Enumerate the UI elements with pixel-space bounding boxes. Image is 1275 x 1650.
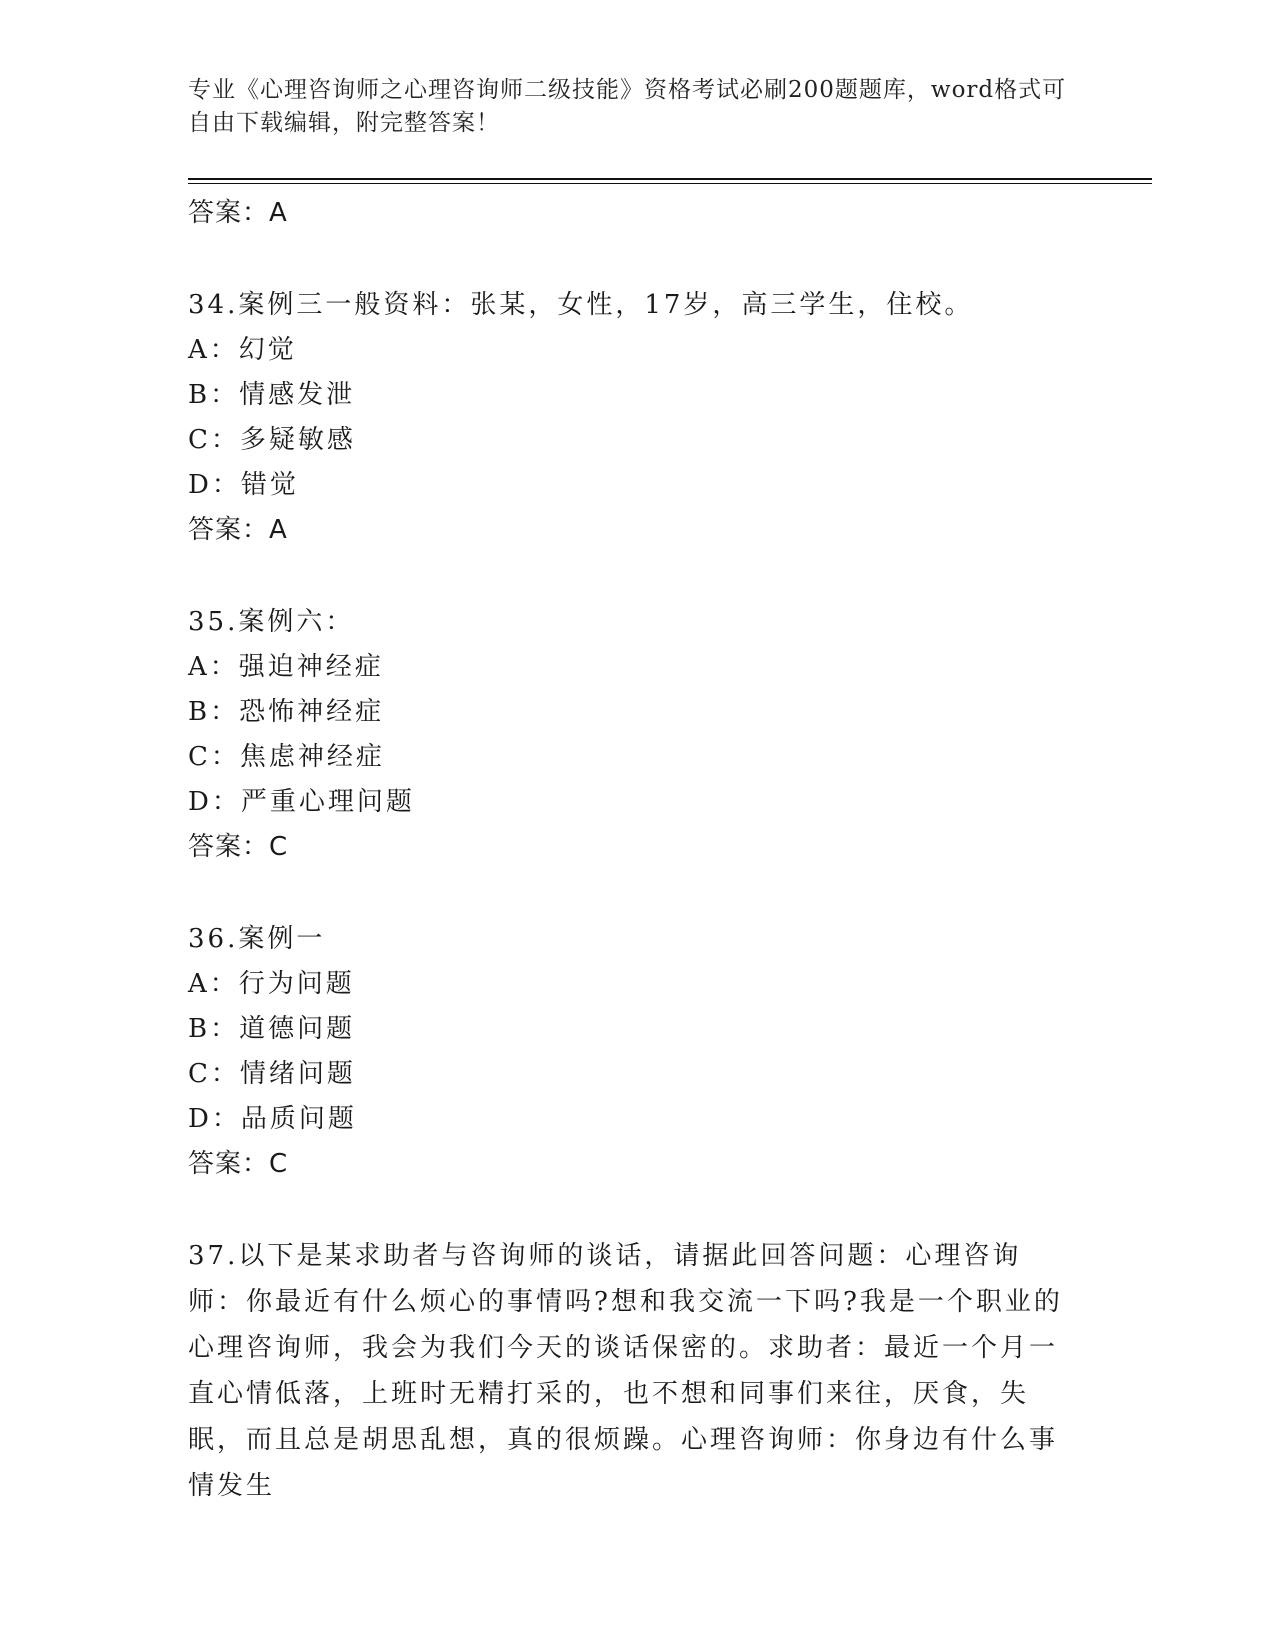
question-34-option-d: D：错觉 <box>188 470 299 500</box>
question-35-option-c: C：焦虑神经症 <box>188 742 385 772</box>
question-34-option-c: C：多疑敏感 <box>188 425 356 455</box>
question-37: 37.以下是某求助者与咨询师的谈话，请据此回答问题：心理咨询师：你最近有什么烦心的事情吗?想和我交流一下吗?我是一个职业的心理咨询师，我会为我们今天的谈话保密的。求助者：最近一个月一直心情低落，上班时无精打采的，也不想和同事们来往，厌食，失眠，而且总是胡思乱想，真的很烦躁。心理咨询师：你身边有什么事情发生 <box>188 1241 1063 1501</box>
question-35-option-d: D：严重心理问题 <box>188 787 415 817</box>
block-spacer <box>188 1186 1068 1233</box>
block-spacer <box>188 869 1068 916</box>
question-35-option-b: B：恐怖神经症 <box>188 697 385 727</box>
answer-line-33: 答案：A <box>188 198 288 228</box>
answer-line-35: 答案：C <box>188 832 289 862</box>
header-divider-thin <box>188 183 1152 184</box>
block-spacer <box>188 552 1068 599</box>
block-spacer <box>188 235 1068 282</box>
question-36-option-d: D：品质问题 <box>188 1104 357 1134</box>
question-36-option-c: C：情绪问题 <box>188 1059 356 1089</box>
question-35: 35.案例六： <box>188 607 355 637</box>
answer-line-34: 答案：A <box>188 515 288 545</box>
question-34-option-b: B：情感发泄 <box>188 380 356 410</box>
question-36-option-a: A：行为问题 <box>188 969 355 999</box>
document-body <box>188 191 1068 1509</box>
header-divider-thick <box>188 178 1152 180</box>
question-35-option-a: A：强迫神经症 <box>188 652 384 682</box>
question-34: 34.案例三一般资料：张某，女性，17岁，高三学生，住校。 <box>188 290 974 320</box>
question-36: 36.案例一 <box>188 924 326 954</box>
question-36-option-b: B：道德问题 <box>188 1014 356 1044</box>
answer-line-36: 答案：C <box>188 1149 289 1179</box>
question-34-option-a: A：幻觉 <box>188 335 297 365</box>
document-header: 专业《心理咨询师之心理咨询师二级技能》资格考试必刷200题题库，word格式可自由下载编辑，附完整答案！ <box>188 77 1067 136</box>
